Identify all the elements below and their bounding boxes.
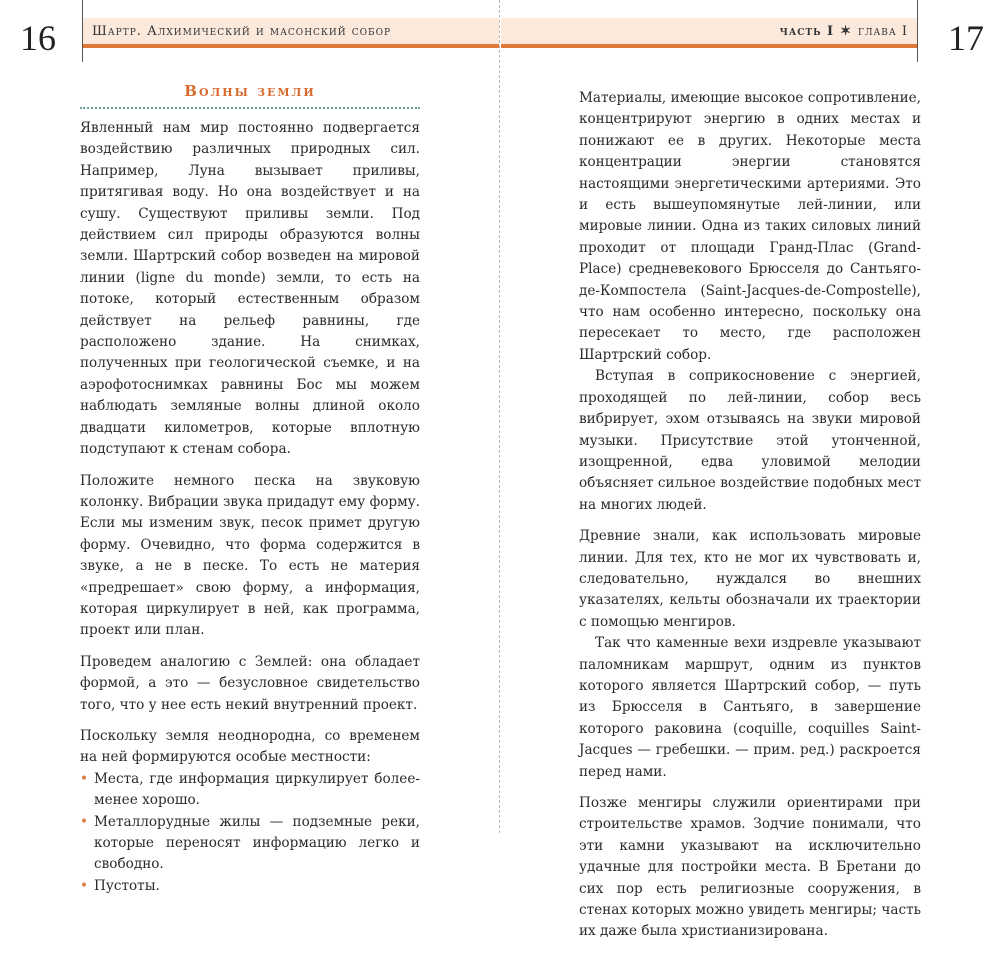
paragraph: Позже менгиры служили ориентирами при строительстве храмов. Зодчие понимали, что эти камни указывают на исключительно удачные для постройки места. В Бретани до сих пор есть религиозные сооружения, в стенах которых можно увидеть менгиры; часть их даже была христианизирована. bbox=[579, 795, 921, 940]
left-running-head: Шартр. Алхимический и масонский собор bbox=[92, 24, 392, 39]
section-title: Волны земли bbox=[184, 82, 316, 100]
right-header-divider bbox=[917, 0, 918, 62]
left-page bbox=[0, 0, 499, 894]
paragraph: Так что каменные вехи издревле указывают паломникам маршрут, одним из пунктов которого является Шартрский собор, — путь из Брюсселя в Сантьяго, в завершение которого раковина (coquille, coquilles Saint-Jacques — гребешки. — прим. ред.) раскроется перед нами. bbox=[579, 635, 921, 780]
right-body-text bbox=[579, 88, 921, 953]
left-header-divider bbox=[82, 0, 83, 62]
paragraph: Материалы, имеющие высокое сопротивление, концентрируют энергию в одних местах и понижают ее в других. Некоторые места концентрации энергии становятся настоящими энергетическими артериями. Это и есть вышеупомянутые лей-линии, или мировые линии. Одна из таких силовых линий проходит от площади Гранд-Плас (Grand-Place) средневекового Брюсселя до Сантьяго-де-Компостела (Saint-Jacques-de-Compostelle), что нам особенно интересно, поскольку она пересекает то место, где расположен Шартрский собор. bbox=[579, 90, 921, 363]
paragraph: Положите немного песка на звуковую колонку. Вибрации звука придадут ему форму. Если мы изменим звук, песок примет другую форму. Очевидно, что форма содержится в звуке, а не в песке. То есть не материя «предрешает» свою форму, а информация, которая циркулирует в ней, как программа, проект или план. bbox=[80, 472, 420, 639]
paragraph: Древние знали, как использовать мировые линии. Для тех, кто не мог их чувствовать и, следовательно, нуждался во внешних указателях, кельты обозначали их траектории с помощью менгиров. bbox=[579, 528, 921, 630]
running-head-chapter: глава I bbox=[858, 24, 908, 39]
paragraph: Явленный нам мир постоянно подвергается воздействию различных природных сил. Например, Луна вызывает приливы, притягивая воду. Но она воздействует и на сушу. Существуют приливы земли. Под действием сил природы образуются волны земли. Шартрский собор возведен на мировой линии (ligne du monde) земли, то есть на потоке, который естественным образом действует на рельеф равнины, где расположено здание. На снимках, полученных при геологической съемке, и на аэрофотоснимках равнины Бос мы можем наблюдать земляные волны длиной около двадцати километров, которые вплотную подступают к стенам собора. bbox=[80, 120, 420, 458]
list-item: • Пустоты. bbox=[80, 876, 420, 897]
paragraph: Проведем аналогию с Землей: она обладает формой, а это — безусловное свидетельство того, что у нее есть некий внутренний проект. bbox=[80, 653, 420, 713]
left-body-text bbox=[80, 118, 420, 897]
running-head-part: часть I bbox=[779, 24, 835, 39]
bullet-list bbox=[80, 769, 420, 897]
list-item: • Места, где информация циркулирует более-менее хорошо. bbox=[80, 769, 420, 812]
list-item: • Металлорудные жилы — подземные реки, которые переносят информацию легко и свободно. bbox=[80, 812, 420, 876]
paragraph: Поскольку земля неоднородна, со временем на ней формируются особые местности: bbox=[80, 727, 420, 766]
paragraph: Вступая в соприкосновение с энергией, проходящей по лей-линии, собор весь вибрирует, эхом отзываясь на звуки мировой музыки. Присутствие этой утонченной, изощренной, едва уловимой мелодии объясняет сильное воздействие подобных мест на многих людей. bbox=[579, 368, 921, 513]
star-icon: ✶ bbox=[840, 24, 853, 39]
right-page-number: 17 bbox=[948, 18, 984, 58]
section-divider bbox=[80, 107, 420, 109]
right-running-head bbox=[780, 24, 908, 39]
book-gutter bbox=[499, 0, 500, 833]
right-page bbox=[501, 0, 1000, 940]
left-page-number: 16 bbox=[20, 18, 56, 58]
